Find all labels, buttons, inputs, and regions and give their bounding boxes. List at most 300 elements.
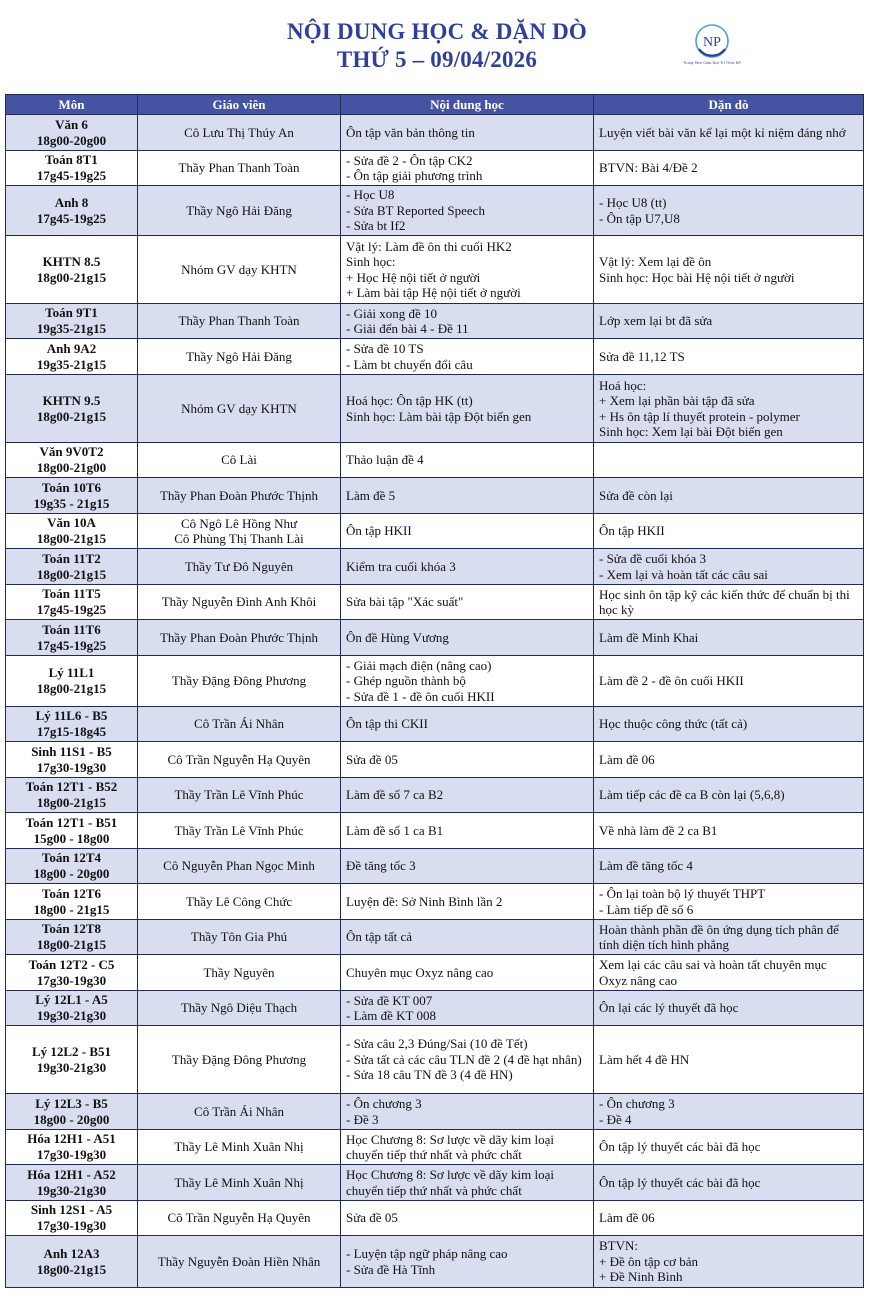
subject-cell-line: 17g15-18g45: [36, 724, 107, 739]
homework-cell-line: - Sửa đề cuối khóa 3: [599, 551, 707, 566]
teacher-cell-line: Thầy Đặng Đông Phương: [171, 673, 307, 689]
homework-cell: [594, 514, 864, 549]
subject-cell-line: 17g45-19g25: [36, 168, 107, 183]
schedule-table: [5, 94, 864, 1288]
content-cell: [341, 549, 594, 585]
homework-cell-line: + Đề Ninh Bình: [599, 1269, 683, 1285]
content-cell: [341, 514, 594, 549]
homework-cell-line: Lớp xem lại bt đã sửa: [599, 313, 713, 329]
content-cell-line: - Sửa đề 1 - đề ôn cuối HKII: [346, 688, 495, 704]
subject-cell: [6, 955, 138, 991]
table-row: [6, 443, 864, 478]
content-cell: [341, 884, 594, 920]
subject-cell-line: 18g00 - 20g00: [33, 866, 110, 881]
table-row: [6, 920, 864, 955]
homework-cell-line: Luyện viết bài văn kể lại một kỉ niệm đáng nhớ: [599, 124, 846, 140]
content-cell-line: - Sửa bt If2: [346, 218, 406, 234]
subject-cell-line: 17g45-19g25: [36, 637, 107, 653]
homework-cell: [594, 549, 864, 585]
homework-cell: [594, 884, 864, 920]
subject-cell-line: Sinh 12S1 - A5: [30, 1202, 113, 1217]
subject-cell-line: Văn 9V0T2: [39, 444, 104, 459]
teacher-cell-line: Cô Lài: [221, 452, 257, 468]
homework-cell: [594, 1201, 864, 1236]
teacher-cell: [138, 849, 341, 884]
subject-cell-line: Sinh 11S1 - B5: [31, 743, 112, 759]
content-cell-line: Đề tăng tốc 3: [346, 858, 416, 874]
homework-cell-line: - Ôn chương 3: [599, 1096, 675, 1111]
homework-cell: [594, 620, 864, 656]
content-cell: [341, 1236, 594, 1288]
content-cell-line: - Luyện tập ngữ pháp nâng cao: [346, 1246, 508, 1261]
teacher-cell-line: Nhóm GV dạy KHTN: [181, 261, 297, 277]
teacher-cell: [138, 1236, 341, 1288]
teacher-cell: [138, 115, 341, 151]
teacher-cell-line: Cô Trần Nguyễn Hạ Quyên: [167, 751, 311, 767]
subject-cell-line: Hóa 12H1 - A51: [27, 1131, 116, 1146]
subject-cell: [6, 920, 138, 955]
title-line-1: NỘI DUNG HỌC & DẶN DÒ: [287, 19, 587, 44]
content-cell-line: Kiểm tra cuối khóa 3: [346, 558, 456, 574]
homework-cell-line: Về nhà làm đề 2 ca B1: [599, 822, 718, 838]
homework-cell: [594, 1026, 864, 1094]
subject-cell-line: Toán 12T8: [41, 921, 102, 936]
content-cell-line: Vật lý: Làm đề ôn thi cuối HK2: [346, 238, 512, 254]
np-logo: [683, 22, 741, 74]
subject-cell-line: Văn 10A: [47, 515, 96, 530]
homework-cell-line: Sửa đề còn lại: [599, 487, 673, 503]
subject-cell-line: 17g30-19g30: [36, 1218, 107, 1233]
subject-cell-line: 17g45-19g25: [36, 210, 107, 226]
homework-cell: [594, 656, 864, 707]
subject-cell-line: Anh 12A3: [43, 1245, 100, 1261]
table-row: [6, 115, 864, 151]
content-cell: [341, 443, 594, 478]
teacher-cell-line: Thầy Ngô Diệu Thạch: [180, 1000, 298, 1016]
teacher-cell-line: Cô Trần Ái Nhân: [194, 716, 284, 732]
table-row: [6, 478, 864, 514]
content-cell-line: Làm đề số 1 ca B1: [346, 822, 444, 838]
content-cell: [341, 991, 594, 1026]
subject-cell: [6, 1026, 138, 1094]
subject-cell-line: Toán 8T1: [45, 152, 98, 167]
homework-cell: [594, 742, 864, 778]
subject-cell-line: 17g30-19g30: [36, 972, 107, 988]
table-row: [6, 656, 864, 707]
subject-cell: [6, 375, 138, 443]
homework-cell: [594, 991, 864, 1026]
subject-cell-line: 18g00-21g15: [36, 1261, 107, 1277]
table-row: [6, 375, 864, 443]
homework-cell-line: Học sinh ôn tập kỹ các kiến thức để chuẩn bị thi học kỳ: [599, 586, 850, 617]
teacher-cell: [138, 778, 341, 813]
subject-cell-line: Toán 10T6: [41, 479, 102, 495]
content-cell: [341, 304, 594, 339]
subject-cell-line: 15g00 - 18g00: [33, 830, 110, 846]
teacher-cell-line: Cô Trần Ái Nhân: [194, 1103, 284, 1119]
subject-cell: [6, 151, 138, 186]
homework-cell-line: Làm đề Minh Khai: [599, 629, 699, 645]
table-row: [6, 620, 864, 656]
content-cell: [341, 339, 594, 375]
content-cell: [341, 813, 594, 849]
subject-cell: [6, 585, 138, 620]
homework-cell: [594, 339, 864, 375]
content-cell: [341, 151, 594, 186]
homework-cell-line: - Học U8 (tt): [599, 195, 667, 210]
content-cell-line: + Học Hệ nội tiết ở người: [346, 269, 481, 285]
teacher-cell: [138, 443, 341, 478]
teacher-cell-line: Thầy Nguyễn Đình Anh Khôi: [161, 594, 317, 610]
subject-cell: [6, 549, 138, 585]
teacher-cell: [138, 151, 341, 186]
teacher-cell: [138, 1130, 341, 1165]
teacher-cell: [138, 707, 341, 742]
teacher-cell: [138, 656, 341, 707]
subject-cell-line: Anh 9A2: [46, 340, 97, 356]
content-cell: [341, 620, 594, 656]
subject-cell: [6, 1130, 138, 1165]
homework-cell-line: Ôn tập lý thuyết các bài đã học: [599, 1139, 761, 1155]
teacher-cell: [138, 186, 341, 236]
homework-cell: [594, 115, 864, 151]
teacher-cell: [138, 920, 341, 955]
subject-cell-line: Lý 11L1: [48, 665, 95, 680]
homework-cell-line: Ôn tập lý thuyết các bài đã học: [599, 1174, 761, 1190]
subject-cell: [6, 778, 138, 813]
table-row: [6, 236, 864, 304]
teacher-cell: [138, 339, 341, 375]
homework-cell-line: Vật lý: Xem lại đề ôn: [599, 254, 712, 269]
table-row: [6, 1201, 864, 1236]
homework-cell-line: Sinh học: Xem lại bài Đột biến gen: [599, 424, 783, 439]
table-row: [6, 707, 864, 742]
teacher-cell: [138, 884, 341, 920]
table-row: [6, 1094, 864, 1130]
teacher-cell: [138, 549, 341, 585]
table-row: [6, 1165, 864, 1201]
content-cell-line: - Sửa BT Reported Speech: [346, 202, 485, 218]
subject-cell-line: 19g30-21g30: [36, 1008, 107, 1023]
subject-cell-line: Toán 12T1 - B52: [25, 779, 118, 794]
teacher-cell: [138, 991, 341, 1026]
subject-cell-line: 18g00-21g15: [36, 531, 107, 546]
subject-cell-line: 18g00-21g15: [36, 681, 107, 696]
subject-cell: [6, 707, 138, 742]
teacher-cell: [138, 1094, 341, 1130]
homework-cell-line: - Xem lại và hoàn tất các câu sai: [599, 566, 768, 582]
content-cell-line: Hoá học: Ôn tập HK (tt): [346, 393, 473, 408]
subject-cell-line: 18g00-21g15: [36, 566, 107, 582]
content-cell-line: - Sửa 18 câu TN đề 3 (4 đề HN): [346, 1067, 513, 1083]
subject-cell: [6, 849, 138, 884]
teacher-cell-line: Thầy Tư Đô Nguyên: [184, 558, 294, 574]
table-row: [6, 849, 864, 884]
teacher-cell-line: Thầy Lê Công Chức: [185, 893, 293, 909]
teacher-cell-line: Thầy Phan Đoàn Phước Thịnh: [159, 487, 319, 503]
content-cell-line: - Sửa tất cả các câu TLN đề 2 (4 đề hạt nhân): [346, 1051, 582, 1067]
content-cell-line: - Sửa đề KT 007: [346, 992, 433, 1008]
table-row: [6, 151, 864, 186]
teacher-cell-line: Thầy Phan Thanh Toàn: [178, 313, 300, 329]
content-cell-line: - Làm đề KT 008: [346, 1008, 437, 1023]
content-cell-line: Học Chương 8: Sơ lược về dãy kim loại chuyển tiếp thứ nhất và phức chất: [346, 1131, 555, 1162]
content-cell: [341, 478, 594, 514]
homework-cell: [594, 585, 864, 620]
content-cell-line: Ôn tập HKII: [346, 523, 412, 539]
content-cell: [341, 585, 594, 620]
table-row: [6, 1026, 864, 1094]
subject-cell-line: 18g00-21g15: [36, 937, 107, 952]
teacher-cell: [138, 514, 341, 549]
homework-cell: [594, 186, 864, 236]
subject-cell: [6, 1201, 138, 1236]
content-cell-line: - Sửa đề 10 TS: [346, 341, 424, 356]
homework-cell-line: - Đề 4: [599, 1111, 632, 1127]
homework-cell: [594, 151, 864, 186]
teacher-cell: [138, 1165, 341, 1201]
teacher-cell-line: Thầy Trần Lê Vĩnh Phúc: [174, 787, 304, 803]
subject-cell: [6, 1165, 138, 1201]
content-cell-line: Ôn đề Hùng Vương: [346, 629, 449, 645]
content-cell-line: - Giải xong đề 10: [346, 305, 437, 321]
teacher-cell-line: Nhóm GV dạy KHTN: [181, 400, 297, 416]
homework-cell: [594, 375, 864, 443]
table-row: [6, 339, 864, 375]
subject-cell-line: Lý 12L2 - B51: [31, 1043, 112, 1059]
subject-cell: [6, 186, 138, 236]
title-line-2: THỨ 5 – 09/04/2026: [336, 47, 538, 72]
teacher-cell-line: Cô Phùng Thị Thanh Lài: [174, 531, 304, 546]
content-cell-line: + Làm bài tập Hệ nội tiết ở người: [346, 285, 521, 300]
teacher-cell-line: Cô Lưu Thị Thúy An: [184, 124, 294, 140]
teacher-cell-line: Thầy Phan Thanh Toàn: [178, 160, 300, 176]
subject-cell-line: Toán 11T6: [42, 621, 101, 637]
teacher-cell-line: Cô Nguyễn Phan Ngọc Minh: [163, 858, 315, 874]
svg-text:NP: NP: [703, 35, 721, 50]
content-cell-line: Sửa bài tập "Xác suất": [346, 594, 464, 610]
subject-cell-line: 17g30-19g30: [36, 1147, 107, 1162]
content-cell: [341, 1201, 594, 1236]
teacher-cell: [138, 813, 341, 849]
table-header-row: [6, 95, 864, 115]
teacher-cell: [138, 236, 341, 304]
table-row: [6, 514, 864, 549]
homework-cell-line: Hoàn thành phần đề ôn ứng dụng tích phân để tính diện tích hình phẳng: [599, 921, 839, 952]
subject-cell: [6, 304, 138, 339]
homework-cell-line: - Ôn lại toàn bộ lý thuyết THPT: [599, 886, 766, 901]
subject-cell-line: Toán 12T4: [41, 850, 102, 865]
homework-cell: [594, 304, 864, 339]
content-cell: [341, 778, 594, 813]
content-cell: [341, 186, 594, 236]
subject-cell-line: Lý 12L3 - B5: [35, 1095, 108, 1111]
homework-cell: [594, 1130, 864, 1165]
teacher-cell-line: Thầy Lê Minh Xuân Nhị: [174, 1139, 304, 1155]
homework-cell: [594, 1094, 864, 1130]
subject-cell: [6, 742, 138, 778]
content-cell-line: - Học U8: [346, 187, 395, 203]
subject-cell-line: 19g35 - 21g15: [33, 495, 110, 511]
teacher-cell-line: Thầy Trần Lê Vĩnh Phúc: [174, 822, 304, 838]
homework-cell-line: Làm hết 4 đề HN: [599, 1051, 690, 1067]
table-row: [6, 304, 864, 339]
homework-cell: [594, 707, 864, 742]
content-cell-line: - Ôn tập giải phương trình: [346, 168, 483, 183]
content-cell-line: Luyện đề: Sở Ninh Bình lần 2: [346, 893, 503, 909]
teacher-cell: [138, 1201, 341, 1236]
teacher-cell: [138, 375, 341, 443]
table-body: [6, 115, 864, 1288]
table-row: [6, 884, 864, 920]
subject-cell-line: Toán 11T2: [42, 550, 101, 566]
teacher-cell-line: Thầy Phan Đoàn Phước Thịnh: [159, 629, 319, 645]
teacher-cell-line: Thầy Ngô Hải Đăng: [186, 348, 292, 364]
homework-cell-line: Làm đề 2 - đề ôn cuối HKII: [599, 673, 744, 689]
subject-cell-line: 18g00-21g00: [36, 460, 107, 475]
subject-cell-line: Lý 11L6 - B5: [35, 708, 108, 723]
teacher-cell-line: Cô Trần Nguyễn Hạ Quyên: [167, 1210, 311, 1226]
homework-cell-line: Làm đề 06: [599, 751, 655, 767]
content-cell: [341, 115, 594, 151]
np-logo-icon: [693, 22, 731, 60]
subject-cell: [6, 656, 138, 707]
teacher-cell: [138, 742, 341, 778]
table-row: [6, 991, 864, 1026]
subject-cell-line: Anh 8: [54, 194, 89, 210]
homework-cell: [594, 849, 864, 884]
content-cell-line: - Làm bt chuyển đổi câu: [346, 356, 473, 372]
subject-cell-line: Toán 9T1: [45, 305, 98, 320]
teacher-cell-line: Thầy Đặng Đông Phương: [171, 1051, 307, 1067]
table-row: [6, 955, 864, 991]
content-cell-line: - Ôn chương 3: [346, 1096, 422, 1111]
homework-cell: [594, 955, 864, 991]
teacher-cell: [138, 585, 341, 620]
subject-cell-line: 18g00 - 20g00: [33, 1111, 110, 1127]
subject-cell: [6, 620, 138, 656]
teacher-cell-line: Thầy Nguyễn Đoàn Hiền Nhân: [157, 1253, 321, 1269]
homework-cell: [594, 813, 864, 849]
content-cell-line: Chuyên mục Oxyz nâng cao: [346, 964, 494, 980]
subject-cell: [6, 884, 138, 920]
homework-cell-line: Sinh học: Học bài Hệ nội tiết ở người: [599, 269, 795, 285]
homework-cell-line: Làm tiếp các đề ca B còn lại (5,6,8): [599, 787, 785, 803]
homework-cell-line: + Đề ôn tập cơ bản: [599, 1253, 699, 1269]
content-cell-line: Thảo luận đề 4: [346, 452, 424, 468]
header-giao-vien: Giáo viên: [138, 95, 341, 115]
content-cell-line: Sinh học: Làm bài tập Đột biến gen: [346, 408, 532, 424]
content-cell: [341, 1094, 594, 1130]
subject-cell-line: 19g30-21g30: [36, 1182, 107, 1198]
teacher-cell-line: Cô Ngô Lê Hồng Như: [180, 515, 298, 531]
content-cell-line: - Giải mạch điện (nâng cao): [346, 657, 492, 673]
subject-cell-line: 18g00-20g00: [36, 132, 107, 148]
subject-cell-line: 17g45-19g25: [36, 602, 107, 617]
content-cell-line: Ôn tập tất cả: [346, 929, 413, 945]
homework-cell-line: + Hs ôn tập lí thuyết protein - polymer: [599, 408, 800, 424]
header-dan-do: Dặn dò: [594, 95, 864, 115]
logo-caption: Trung Tâm Giáo Dục Tri Thức NP: [683, 61, 741, 65]
subject-cell-line: Lý 12L1 - A5: [35, 992, 108, 1007]
homework-cell-line: Xem lại các câu sai và hoàn tất chuyên mục Oxyz nâng cao: [599, 957, 827, 988]
homework-cell-line: Học thuộc công thức (tất cả): [599, 716, 748, 732]
homework-cell: [594, 920, 864, 955]
content-cell-line: Sửa đề 05: [346, 1210, 398, 1226]
content-cell: [341, 1026, 594, 1094]
subject-cell: [6, 514, 138, 549]
homework-cell-line: Ôn tập HKII: [599, 523, 665, 539]
subject-cell: [6, 115, 138, 151]
page-header: [0, 0, 874, 92]
subject-cell-line: KHTN 8.5: [42, 253, 101, 269]
homework-cell-line: Ôn lại các lý thuyết đã học: [599, 1000, 739, 1016]
content-cell-line: - Ghép nguồn thành bộ: [346, 673, 466, 689]
homework-cell: [594, 443, 864, 478]
table-row: [6, 1130, 864, 1165]
content-cell-line: - Giải đến bài 4 - Đề 11: [346, 321, 469, 336]
subject-cell-line: 17g30-19g30: [36, 759, 107, 775]
content-cell: [341, 920, 594, 955]
content-cell: [341, 656, 594, 707]
homework-cell-line: Sửa đề 11,12 TS: [599, 348, 685, 364]
header-mon: Môn: [6, 95, 138, 115]
subject-cell: [6, 991, 138, 1026]
content-cell: [341, 1165, 594, 1201]
homework-cell-line: - Ôn tập U7,U8: [599, 210, 680, 226]
subject-cell-line: 19g30-21g30: [36, 1059, 107, 1075]
content-cell: [341, 375, 594, 443]
homework-cell: [594, 1165, 864, 1201]
table-row: [6, 813, 864, 849]
teacher-cell-line: Thầy Lê Minh Xuân Nhị: [174, 1174, 304, 1190]
content-cell-line: Ôn tập thi CKII: [346, 716, 428, 732]
teacher-cell: [138, 620, 341, 656]
content-cell: [341, 849, 594, 884]
table-row: [6, 186, 864, 236]
homework-cell-line: BTVN:: [599, 1238, 638, 1254]
subject-cell-line: Toán 12T6: [41, 885, 102, 901]
subject-cell-line: Hóa 12H1 - A52: [27, 1166, 116, 1182]
teacher-cell-line: Thầy Tôn Gia Phú: [190, 929, 288, 945]
homework-cell-line: + Xem lại phần bài tập đã sửa: [599, 393, 755, 408]
subject-cell: [6, 1236, 138, 1288]
content-cell-line: - Sửa câu 2,3 Đúng/Sai (10 đề Tết): [346, 1036, 528, 1052]
teacher-cell: [138, 478, 341, 514]
content-cell: [341, 1130, 594, 1165]
subject-cell-line: Toán 11T5: [42, 586, 101, 601]
subject-cell-line: 18g00-21g15: [36, 408, 107, 424]
teacher-cell: [138, 304, 341, 339]
subject-cell-line: 18g00-21g15: [36, 795, 107, 810]
teacher-cell: [138, 1026, 341, 1094]
subject-cell: [6, 443, 138, 478]
subject-cell-line: 19g35-21g15: [36, 356, 107, 372]
subject-cell-line: Toán 12T2 - C5: [28, 956, 115, 972]
content-cell: [341, 707, 594, 742]
content-cell: [341, 955, 594, 991]
table-row: [6, 549, 864, 585]
content-cell-line: Sửa đề 05: [346, 751, 398, 767]
teacher-cell-line: Thầy Nguyên: [203, 964, 275, 980]
subject-cell: [6, 339, 138, 375]
table-row: [6, 742, 864, 778]
content-cell-line: - Đề 3: [346, 1111, 379, 1127]
content-cell-line: Sinh học:: [346, 254, 396, 269]
homework-cell: [594, 236, 864, 304]
subject-cell: [6, 813, 138, 849]
content-cell-line: - Sửa đề 2 - Ôn tập CK2: [346, 152, 473, 168]
